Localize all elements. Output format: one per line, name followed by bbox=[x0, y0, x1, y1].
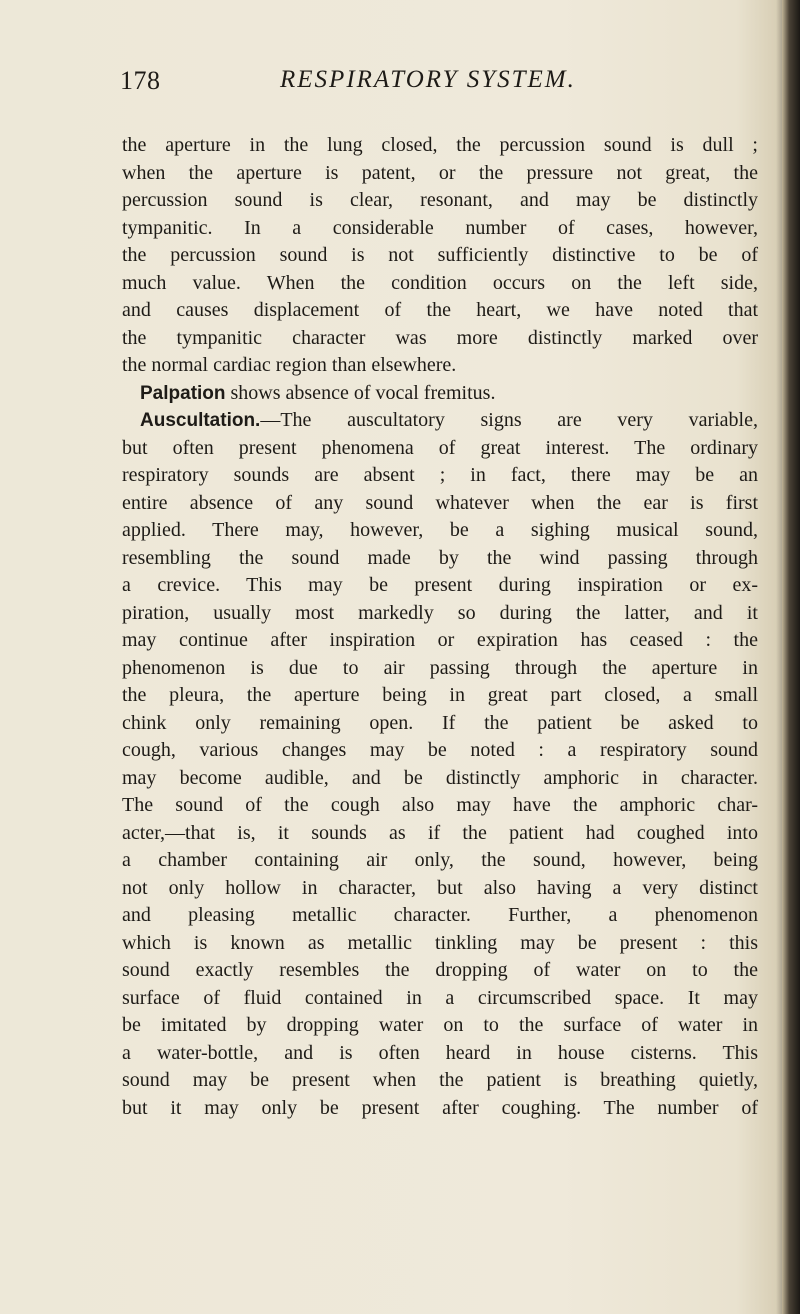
text-line bbox=[122, 957, 758, 985]
text-line bbox=[122, 682, 758, 710]
line-text: the tympanitic character was more distinctly marked over bbox=[122, 326, 758, 349]
line-text: but it may only be present after coughing. The number of bbox=[122, 1096, 758, 1119]
line-text: which is known as metallic tinkling may be present : this bbox=[122, 931, 758, 954]
text-line bbox=[122, 627, 758, 655]
text-line bbox=[122, 490, 758, 518]
text-line bbox=[122, 875, 758, 903]
text-line bbox=[122, 407, 758, 435]
line-text: may become audible, and be distinctly amphoric in character. bbox=[122, 766, 758, 789]
line-text: The sound of the cough also may have the amphoric char- bbox=[122, 794, 758, 816]
line-text: respiratory sounds are absent ; in fact, there may be an bbox=[122, 464, 758, 486]
text-line bbox=[122, 847, 758, 875]
line-text: sound exactly resembles the dropping of water on to the bbox=[122, 959, 758, 981]
body-text bbox=[122, 132, 758, 1122]
line-text: phenomenon is due to air passing through the aperture in bbox=[122, 656, 758, 679]
text-line bbox=[122, 517, 758, 545]
text-line bbox=[122, 352, 758, 380]
line-text: —The auscultatory signs are very variable, bbox=[260, 409, 758, 431]
text-line bbox=[122, 187, 758, 215]
line-text: the percussion sound is not sufficiently distinctive to be of bbox=[122, 244, 758, 266]
line-text: cough, various changes may be noted : a respiratory sound bbox=[122, 739, 758, 761]
line-text: and pleasing metallic character. Further, a phenomenon bbox=[122, 904, 758, 926]
line-text: a water-bottle, and is often heard in house cisterns. This bbox=[122, 1041, 758, 1064]
text-line bbox=[122, 297, 758, 325]
text-line bbox=[122, 792, 758, 820]
text-line bbox=[122, 325, 758, 353]
text-line bbox=[122, 930, 758, 958]
line-text: when the aperture is patent, or the pressure not great, the bbox=[122, 161, 758, 184]
text-line bbox=[122, 215, 758, 243]
page-header bbox=[120, 66, 740, 106]
line-text: resembling the sound made by the wind passing through bbox=[122, 546, 758, 569]
text-line bbox=[122, 380, 758, 408]
text-line bbox=[122, 655, 758, 683]
text-line bbox=[122, 1067, 758, 1095]
text-line bbox=[122, 1095, 758, 1123]
text-line bbox=[122, 737, 758, 765]
page-number: 178 bbox=[120, 66, 161, 95]
section-heading: Palpation bbox=[140, 382, 226, 404]
book-spine-shadow bbox=[782, 0, 800, 1314]
text-line bbox=[122, 242, 758, 270]
text-line bbox=[122, 132, 758, 160]
line-text: the normal cardiac region than elsewhere. bbox=[122, 354, 457, 376]
line-text: much value. When the condition occurs on the left side, bbox=[122, 271, 758, 294]
text-line bbox=[122, 820, 758, 848]
line-text: sound may be present when the patient is breathing quietly, bbox=[122, 1069, 758, 1091]
line-text: surface of fluid contained in a circumscribed space. It may bbox=[122, 986, 758, 1009]
line-text: be imitated by dropping water on to the surface of water in bbox=[122, 1014, 758, 1036]
text-line bbox=[122, 902, 758, 930]
line-text: and causes displacement of the heart, we have noted that bbox=[122, 299, 758, 321]
line-text: applied. There may, however, be a sighing musical sound, bbox=[122, 519, 758, 541]
line-text: but often present phenomena of great interest. The ordinary bbox=[122, 436, 758, 459]
text-line bbox=[122, 270, 758, 298]
line-text: chink only remaining open. If the patient be asked to bbox=[122, 711, 758, 734]
text-line bbox=[122, 572, 758, 600]
text-line bbox=[122, 765, 758, 793]
line-text: shows absence of vocal fremitus. bbox=[225, 381, 496, 404]
line-text: acter,—that is, it sounds as if the patient had coughed into bbox=[122, 821, 758, 844]
line-text: not only hollow in character, but also having a very distinct bbox=[122, 876, 758, 899]
line-text: the aperture in the lung closed, the percussion sound is dull ; bbox=[122, 134, 758, 156]
line-text: a crevice. This may be present during inspiration or ex- bbox=[122, 574, 758, 596]
text-line bbox=[122, 462, 758, 490]
section-heading: Auscultation. bbox=[140, 410, 261, 431]
text-line bbox=[122, 600, 758, 628]
line-text: a chamber containing air only, the sound, however, being bbox=[122, 849, 758, 871]
line-text: percussion sound is clear, resonant, and may be distinctly bbox=[122, 189, 758, 211]
text-line bbox=[122, 710, 758, 738]
text-line bbox=[122, 1012, 758, 1040]
line-text: piration, usually most markedly so during the latter, and it bbox=[122, 601, 758, 624]
line-text: the pleura, the aperture being in great part closed, a small bbox=[122, 684, 758, 706]
running-head: RESPIRATORY SYSTEM. bbox=[280, 66, 576, 93]
text-line bbox=[122, 1040, 758, 1068]
line-text: entire absence of any sound whatever when the ear is first bbox=[122, 491, 758, 514]
text-line bbox=[122, 160, 758, 188]
line-text: may continue after inspiration or expiration has ceased : the bbox=[122, 629, 758, 651]
line-text: tympanitic. In a considerable number of cases, however, bbox=[122, 216, 758, 239]
text-line bbox=[122, 435, 758, 463]
text-line bbox=[122, 545, 758, 573]
text-line bbox=[122, 985, 758, 1013]
